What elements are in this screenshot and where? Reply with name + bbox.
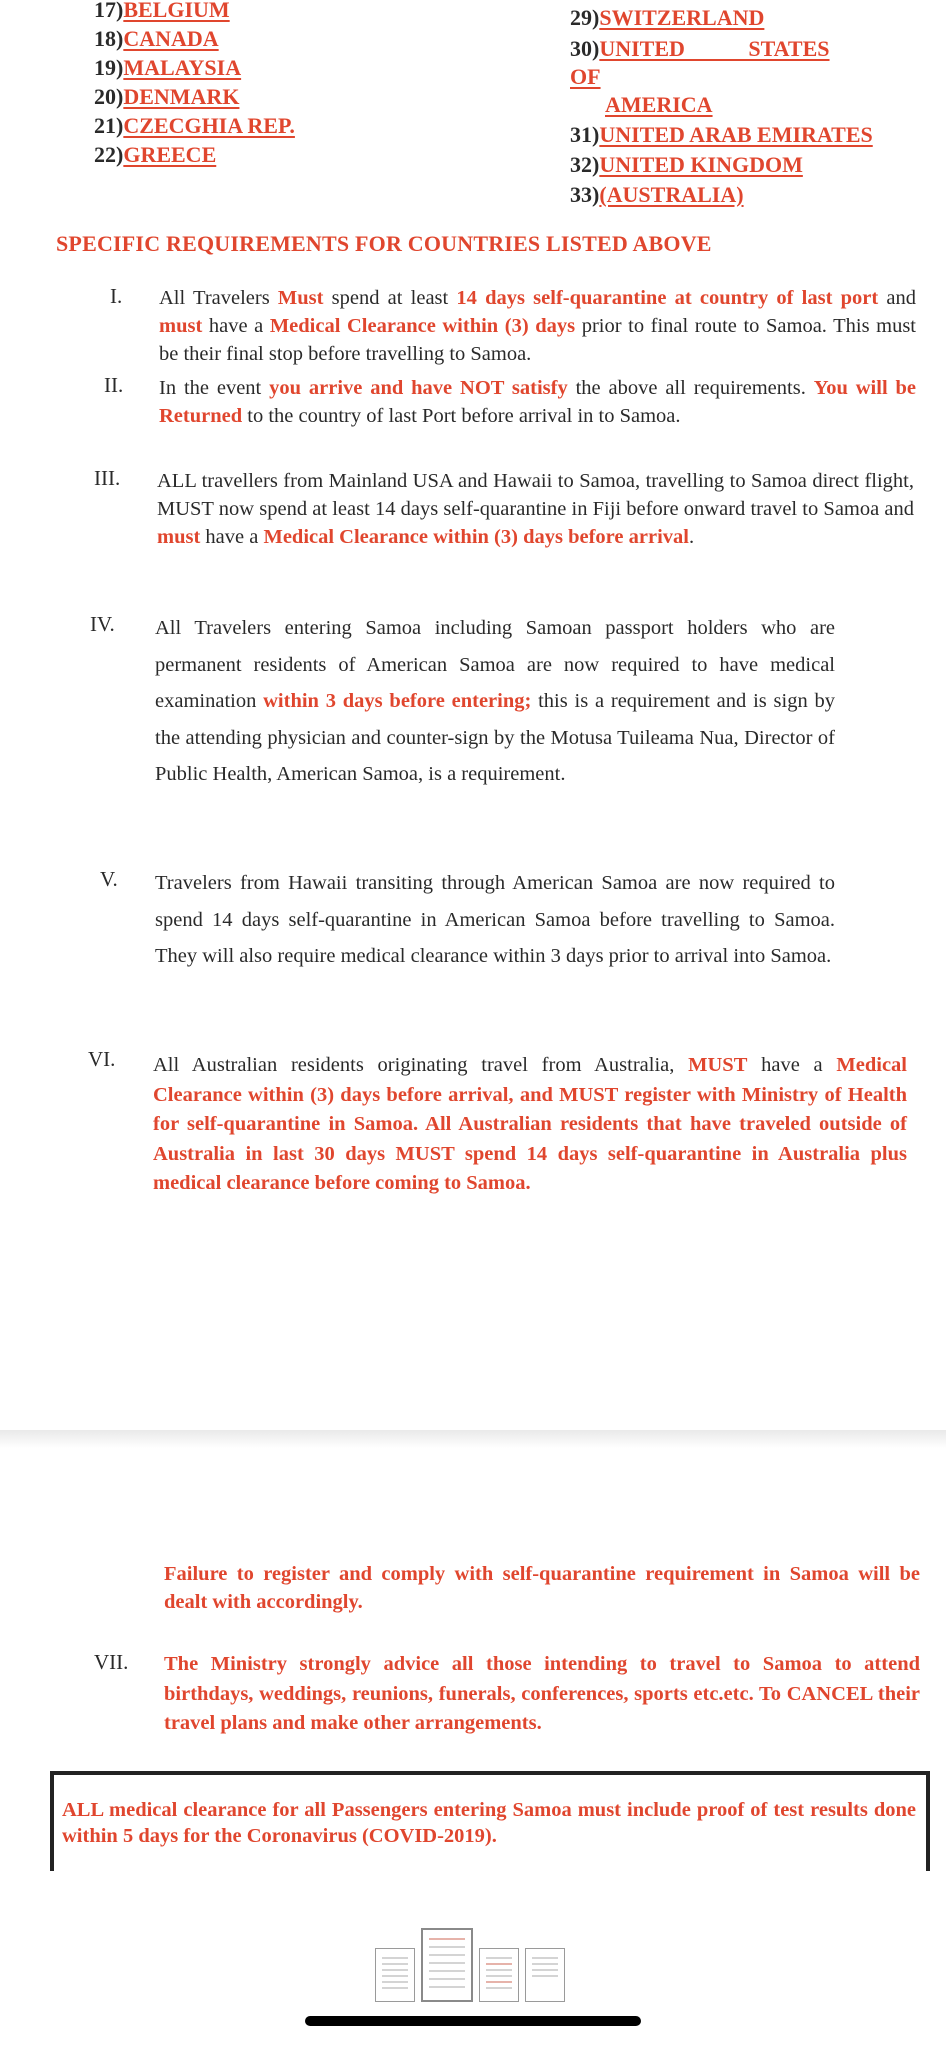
- requirement-item-iv: All Travelers entering Samoa including Samoan passport holders who are permanent residents of American Samoa are now required to have medical examination within 3 days before entering; this is a requirement and is sign by the attending physician and counter-sign by the Motusa Tuileama Nua, Director of Public Health, American Samoa, is a requirement.: [155, 617, 835, 785]
- item-numeral: III.: [94, 466, 121, 490]
- country-item: 31)UNITED ARAB EMIRATES: [570, 122, 873, 147]
- country-item: 33)(AUSTRALIA): [570, 182, 744, 207]
- section-heading: SPECIFIC REQUIREMENTS FOR COUNTRIES LISTED ABOVE: [56, 231, 712, 256]
- requirement-item-i: All Travelers Must spend at least 14 days self-quarantine at country of last port and must have a Medical Clearance within (3) days prior to final route to Samoa. This must be their final stop before travelling to Samoa.: [159, 287, 917, 365]
- home-indicator[interactable]: [305, 2016, 641, 2026]
- boxed-notice: [50, 1771, 930, 1871]
- country-item: 32)UNITED KINGDOM: [570, 152, 803, 177]
- country-item: 20)DENMARK: [94, 84, 240, 109]
- item-numeral: II.: [104, 373, 124, 397]
- country-item-continued: AMERICA: [605, 92, 713, 117]
- requirement-item-iii: ALL travellers from Mainland USA and Hawaii to Samoa, travelling to Samoa direct flight, MUST now spend at least 14 days self-quarantine in Fiji before onward travel to Samoa and must have a Medical Clearance within (3) days before arrival.: [157, 470, 914, 548]
- item-numeral: IV.: [90, 612, 115, 636]
- country-item: 29)SWITZERLAND: [570, 5, 765, 30]
- requirement-item-ii: In the event you arrive and have NOT satisfy the above all requirements. You will be Returned to the country of last Port before arrival in to Samoa.: [159, 377, 917, 427]
- boxed-notice-text: ALL medical clearance for all Passengers entering Samoa must include proof of test results done within 5 days for the Coronavirus (COVID-2019).: [62, 1799, 916, 1847]
- page-thumbnail-strip[interactable]: [375, 1926, 565, 2002]
- country-item: 21)CZECGHIA REP.: [94, 113, 295, 138]
- page-thumbnail[interactable]: [479, 1948, 519, 2002]
- item-numeral: VI.: [88, 1047, 116, 1071]
- item-numeral: VII.: [94, 1650, 129, 1674]
- page-thumbnail[interactable]: [375, 1948, 415, 2002]
- requirement-item-v: Travelers from Hawaii transiting through American Samoa are now required to spend 14 days self-quarantine in American Samoa before travelling to Samoa. They will also require medical clearance within 3 days prior to arrival into Samoa.: [155, 872, 835, 967]
- country-item: 19)MALAYSIA: [94, 55, 242, 80]
- requirement-item-vi: All Australian residents originating travel from Australia, MUST have a Medical Clearance within (3) days before arrival, and MUST register with Ministry of Health for self-quarantine in Samoa. All Australian residents that have traveled outside of Australia in last 30 days MUST spend 14 days self-quarantine in Australia plus medical clearance before coming to Samoa.: [153, 1054, 907, 1194]
- failure-note: Failure to register and comply with self-quarantine requirement in Samoa will be dealt with accordingly.: [164, 1563, 920, 1613]
- country-list-left: [94, 0, 295, 169]
- page-thumbnail-selected[interactable]: [421, 1928, 473, 2002]
- country-item: 17)BELGIUM: [94, 0, 230, 22]
- country-item: 30)UNITED STATES OF: [570, 36, 830, 89]
- country-item: 22)GREECE: [94, 142, 217, 167]
- country-item: 18)CANADA: [94, 26, 219, 51]
- page-thumbnail[interactable]: [525, 1948, 565, 2002]
- country-list-right: [570, 4, 920, 209]
- item-numeral: V.: [100, 867, 118, 891]
- page-break: [0, 1430, 946, 1448]
- requirement-item-vii: The Ministry strongly advice all those intending to travel to Samoa to attend birthdays, weddings, reunions, funerals, conferences, sports etc.etc. To CANCEL their travel plans and make other arrangements.: [164, 1653, 920, 1734]
- item-numeral: I.: [110, 284, 123, 308]
